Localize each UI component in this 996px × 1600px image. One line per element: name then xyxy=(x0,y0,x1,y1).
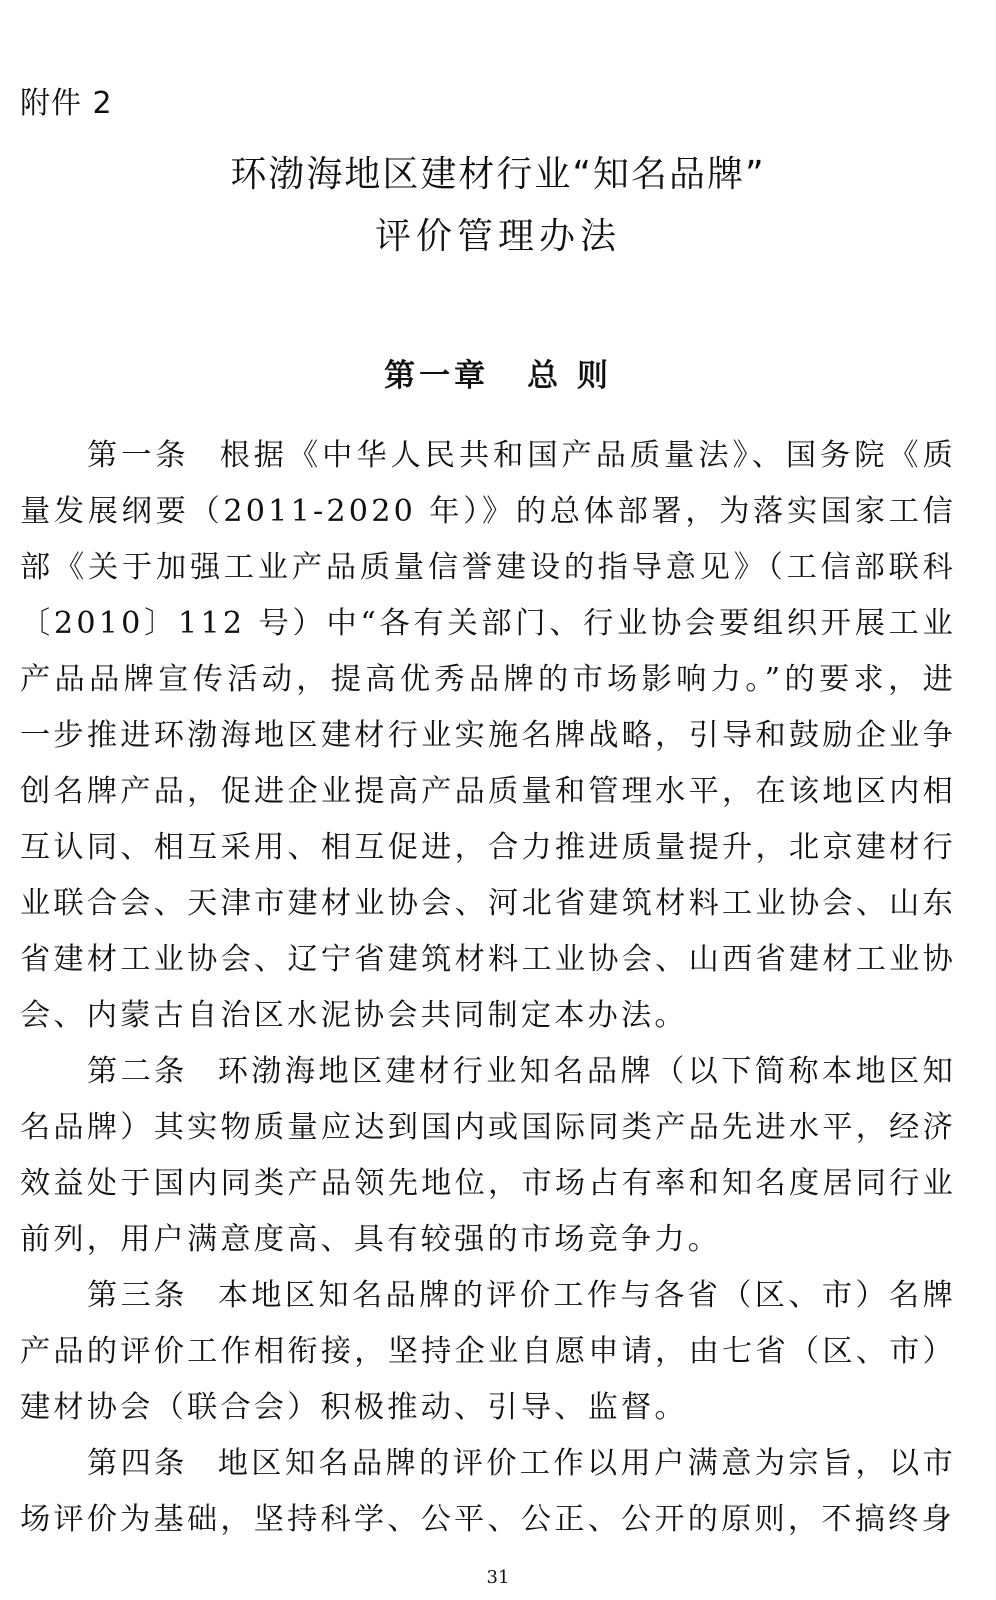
article-paragraph xyxy=(20,1044,956,1268)
attachment-label: 附件 2 xyxy=(20,86,113,121)
article-number: 第四条 xyxy=(87,1446,188,1481)
article-paragraph xyxy=(20,1268,956,1436)
article-text: 环渤海地区建材行业知名品牌（以下简称本地区知名品牌）其实物质量应达到国内或国际同类产品先进水平，经济效益处于国内同类产品领先地位，市场占有率和知名度居同行业前列，用户满意度高、具有较强的市场竞争力。 xyxy=(20,1054,956,1257)
chapter-name: 总 则 xyxy=(527,358,612,394)
article-text: 本地区知名品牌的评价工作与各省（区、市）名牌产品的评价工作相衔接，坚持企业自愿申请，由七省（区、市）建材协会（联合会）积极推动、引导、监督。 xyxy=(20,1278,956,1425)
article-text: 根据《中华人民共和国产品质量法》、国务院《质量发展纲要（2011-2020 年）》的总体部署，为落实国家工信部《关于加强工业产品质量信誉建设的指导意见》（工信部联科〔2010〕112 号）中“各有关部门、行业协会要组织开展工业产品品牌宣传活动，提高优秀品牌的市场影响力。”的要求，进一步推进环渤海地区建材行业实施名牌战略，引导和鼓励企业争创名牌产品，促进企业提高产品质量和管理水平，在该地区内相互认同、相互采用、相互促进，合力推进质量提升，北京建材行业联合会、天津市建材业协会、河北省建筑材料工业协会、山东省建材工业协会、辽宁省建筑材料工业协会、山西省建材工业协会、内蒙古自治区水泥协会共同制定本办法。 xyxy=(20,438,956,1033)
article-text: 地区知名品牌的评价工作以用户满意为宗旨，以市场评价为基础，坚持科学、公平、公正、公开的原则，不搞终身 xyxy=(20,1446,956,1537)
document-body xyxy=(20,428,956,1548)
article-number: 第一条 xyxy=(87,438,190,473)
article-number: 第二条 xyxy=(87,1054,188,1089)
article-paragraph xyxy=(20,428,956,1044)
page-number: 31 xyxy=(486,1567,510,1588)
chapter-number: 第一章 xyxy=(384,358,490,394)
article-number: 第三条 xyxy=(87,1278,188,1313)
document-title-line-2: 评价管理办法 xyxy=(374,216,621,257)
article-paragraph xyxy=(20,1436,956,1548)
chapter-heading xyxy=(0,354,996,398)
document-title-line-1: 环渤海地区建材行业“知名品牌” xyxy=(230,154,766,195)
